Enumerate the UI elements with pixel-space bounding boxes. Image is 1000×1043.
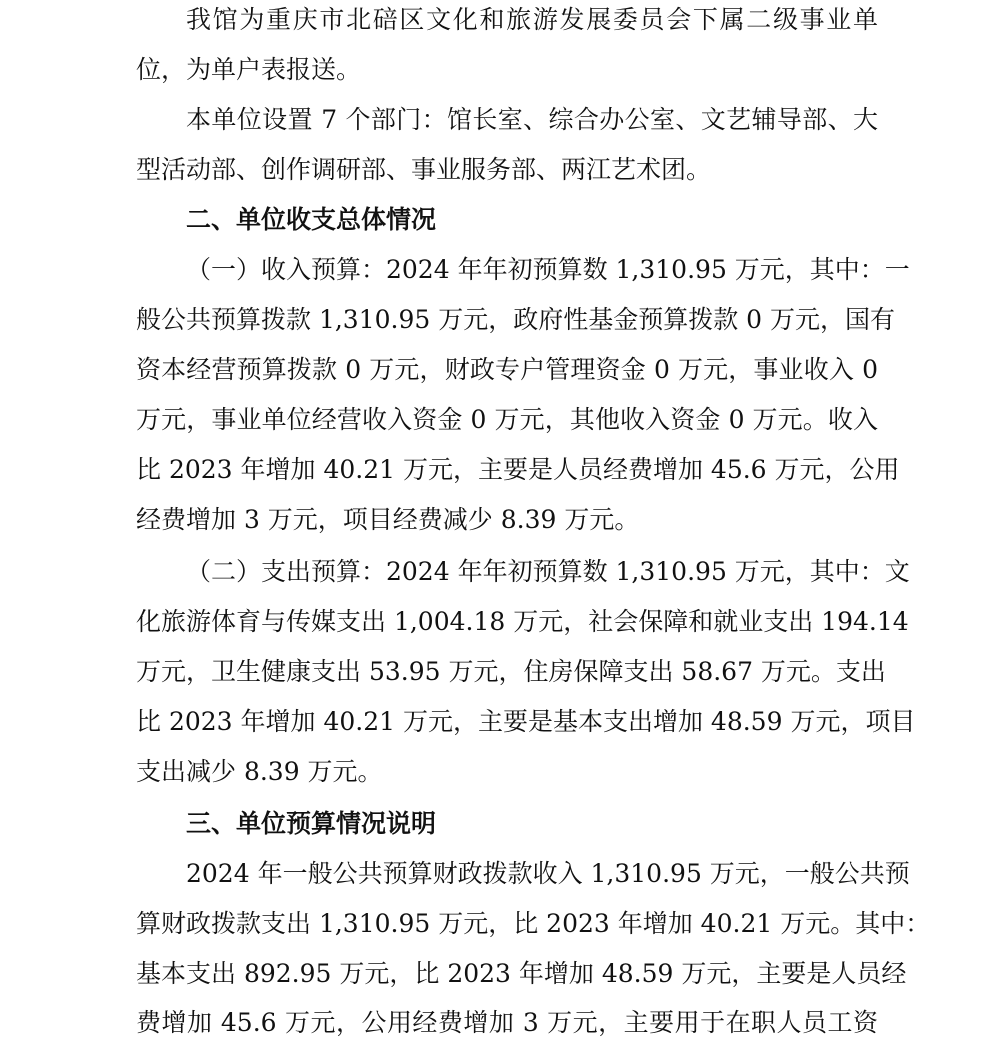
paragraph-line: （一）收入预算：2024 年年初预算数 1,310.95 万元，其中：一 (186, 255, 910, 284)
paragraph-line: 本单位设置 7 个部门：馆长室、综合办公室、文艺辅导部、大 (186, 105, 878, 134)
paragraph-line: （二）支出预算：2024 年年初预算数 1,310.95 万元，其中：文 (186, 557, 910, 586)
paragraph-line: 型活动部、创作调研部、事业服务部、两江艺术团。 (136, 155, 712, 184)
paragraph-line: 支出减少 8.39 万元。 (136, 757, 383, 786)
paragraph-line: 般公共预算拨款 1,310.95 万元，政府性基金预算拨款 0 万元，国有 (136, 305, 896, 334)
paragraph-line: 位，为单户表报送。 (136, 55, 362, 84)
paragraph-line: 基本支出 892.95 万元，比 2023 年增加 48.59 万元，主要是人员经 (136, 959, 907, 988)
paragraph-line: 经费增加 3 万元，项目经费减少 8.39 万元。 (136, 505, 640, 534)
paragraph-line: 2024 年一般公共预算财政拨款收入 1,310.95 万元，一般公共预 (186, 859, 910, 888)
paragraph-line: 比 2023 年增加 40.21 万元，主要是基本支出增加 48.59 万元，项目 (136, 707, 916, 736)
paragraph-line: 万元，事业单位经营收入资金 0 万元，其他收入资金 0 万元。收入 (136, 405, 878, 434)
paragraph-line: 比 2023 年增加 40.21 万元，主要是人员经费增加 45.6 万元，公用 (136, 455, 900, 484)
paragraph-line: 化旅游体育与传媒支出 1,004.18 万元，社会保障和就业支出 194.14 (136, 607, 909, 636)
section-heading: 三、单位预算情况说明 (186, 809, 437, 838)
paragraph-line: 我馆为重庆市北碚区文化和旅游发展委员会下属二级事业单 (186, 5, 878, 34)
paragraph-line: 算财政拨款支出 1,310.95 万元，比 2023 年增加 40.21 万元。其中： (136, 909, 931, 938)
paragraph-line: 费增加 45.6 万元，公用经费增加 3 万元，主要用于在职人员工资 (136, 1008, 878, 1037)
section-heading: 二、单位收支总体情况 (186, 205, 437, 234)
paragraph-line: 万元，卫生健康支出 53.95 万元，住房保障支出 58.67 万元。支出 (136, 657, 886, 686)
paragraph-line: 资本经营预算拨款 0 万元，财政专户管理资金 0 万元，事业收入 0 (136, 355, 878, 384)
